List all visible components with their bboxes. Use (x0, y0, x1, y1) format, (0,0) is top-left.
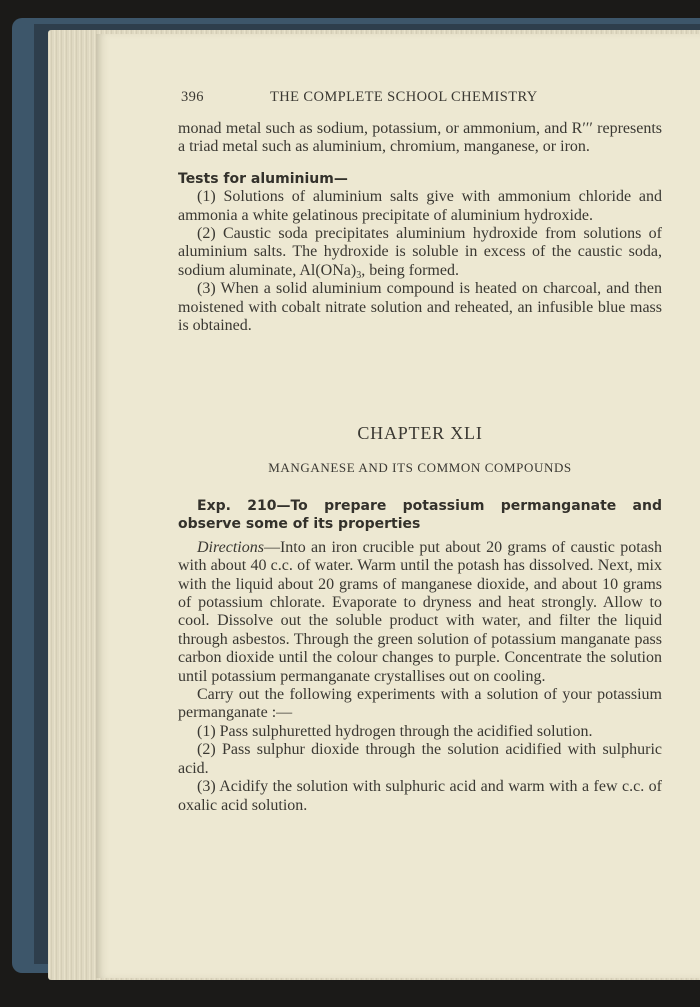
experiment-step-2: (2) Pass sulphur dioxide through the solution acidified with sulphuric acid. (178, 741, 662, 777)
page-number: 396 (181, 89, 204, 105)
chapter-title: CHAPTER XLI (357, 423, 483, 443)
aluminium-test-1: (1) Solutions of aluminium salts give with ammonium chloride and ammonia a white gelatinous precipitate of aluminium hydroxide. (178, 188, 662, 224)
directions-label: Directions (197, 538, 264, 556)
aluminium-test-2 (178, 225, 662, 280)
experiment-heading: Exp. 210—To prepare potassium permanganate and observe some of its properties (178, 498, 662, 533)
experiment-block (178, 497, 662, 815)
book-page (96, 34, 700, 978)
directions-text: —Into an iron crucible put about 20 grams of caustic potash with about 40 c.c. of water. Warm until the potash has dissolved. Next, mix with the liquid about 20 grams of manganese dioxide, and about 10 grams of potassium chlorate. Evaporate to dryness and heat strongly. Allow to cool. Dissolve out the soluble product with water, and filter the liquid through asbestos. Through the green solution of potassium manganate pass carbon dioxide until the colour changes to purple. Concentrate the solution until potassium permanganate crystallises out on cooling. (178, 538, 662, 685)
continuation-paragraph: monad metal such as sodium, potassium, or ammonium, and R′′′ represents a triad metal such as aluminium, chromium, manganese, or iron. (178, 120, 662, 156)
aluminium-test-2-end: , being formed. (361, 261, 459, 279)
experiment-step-1: (1) Pass sulphuretted hydrogen through the acidified solution. (197, 722, 593, 740)
directions-paragraph (178, 539, 662, 686)
aluminium-test-2-text: (2) Caustic soda precipitates aluminium hydroxide from solutions of aluminium salts. The hydroxide is soluble in excess of the caustic soda, sodium aluminate, Al(ONa) (178, 225, 662, 279)
chapter-subtitle: MANGANESE AND ITS COMMON COMPOUNDS (268, 460, 572, 475)
running-title: THE COMPLETE SCHOOL CHEMISTRY (270, 89, 538, 105)
aluminium-tests-heading: Tests for aluminium— (178, 170, 348, 187)
aluminium-test-3: (3) When a solid aluminium compound is heated on charcoal, and then moistened with cobalt nitrate solution and reheated, an infusible blue mass is obtained. (178, 280, 662, 335)
carry-out-paragraph: Carry out the following experiments with a solution of your potassium permanganate :— (178, 686, 662, 722)
experiment-step-3: (3) Acidify the solution with sulphuric acid and warm with a few c.c. of oxalic acid solution. (178, 778, 662, 814)
formula-subscript: 3 (356, 269, 362, 281)
running-header (181, 89, 681, 109)
upper-text-block (178, 120, 662, 335)
